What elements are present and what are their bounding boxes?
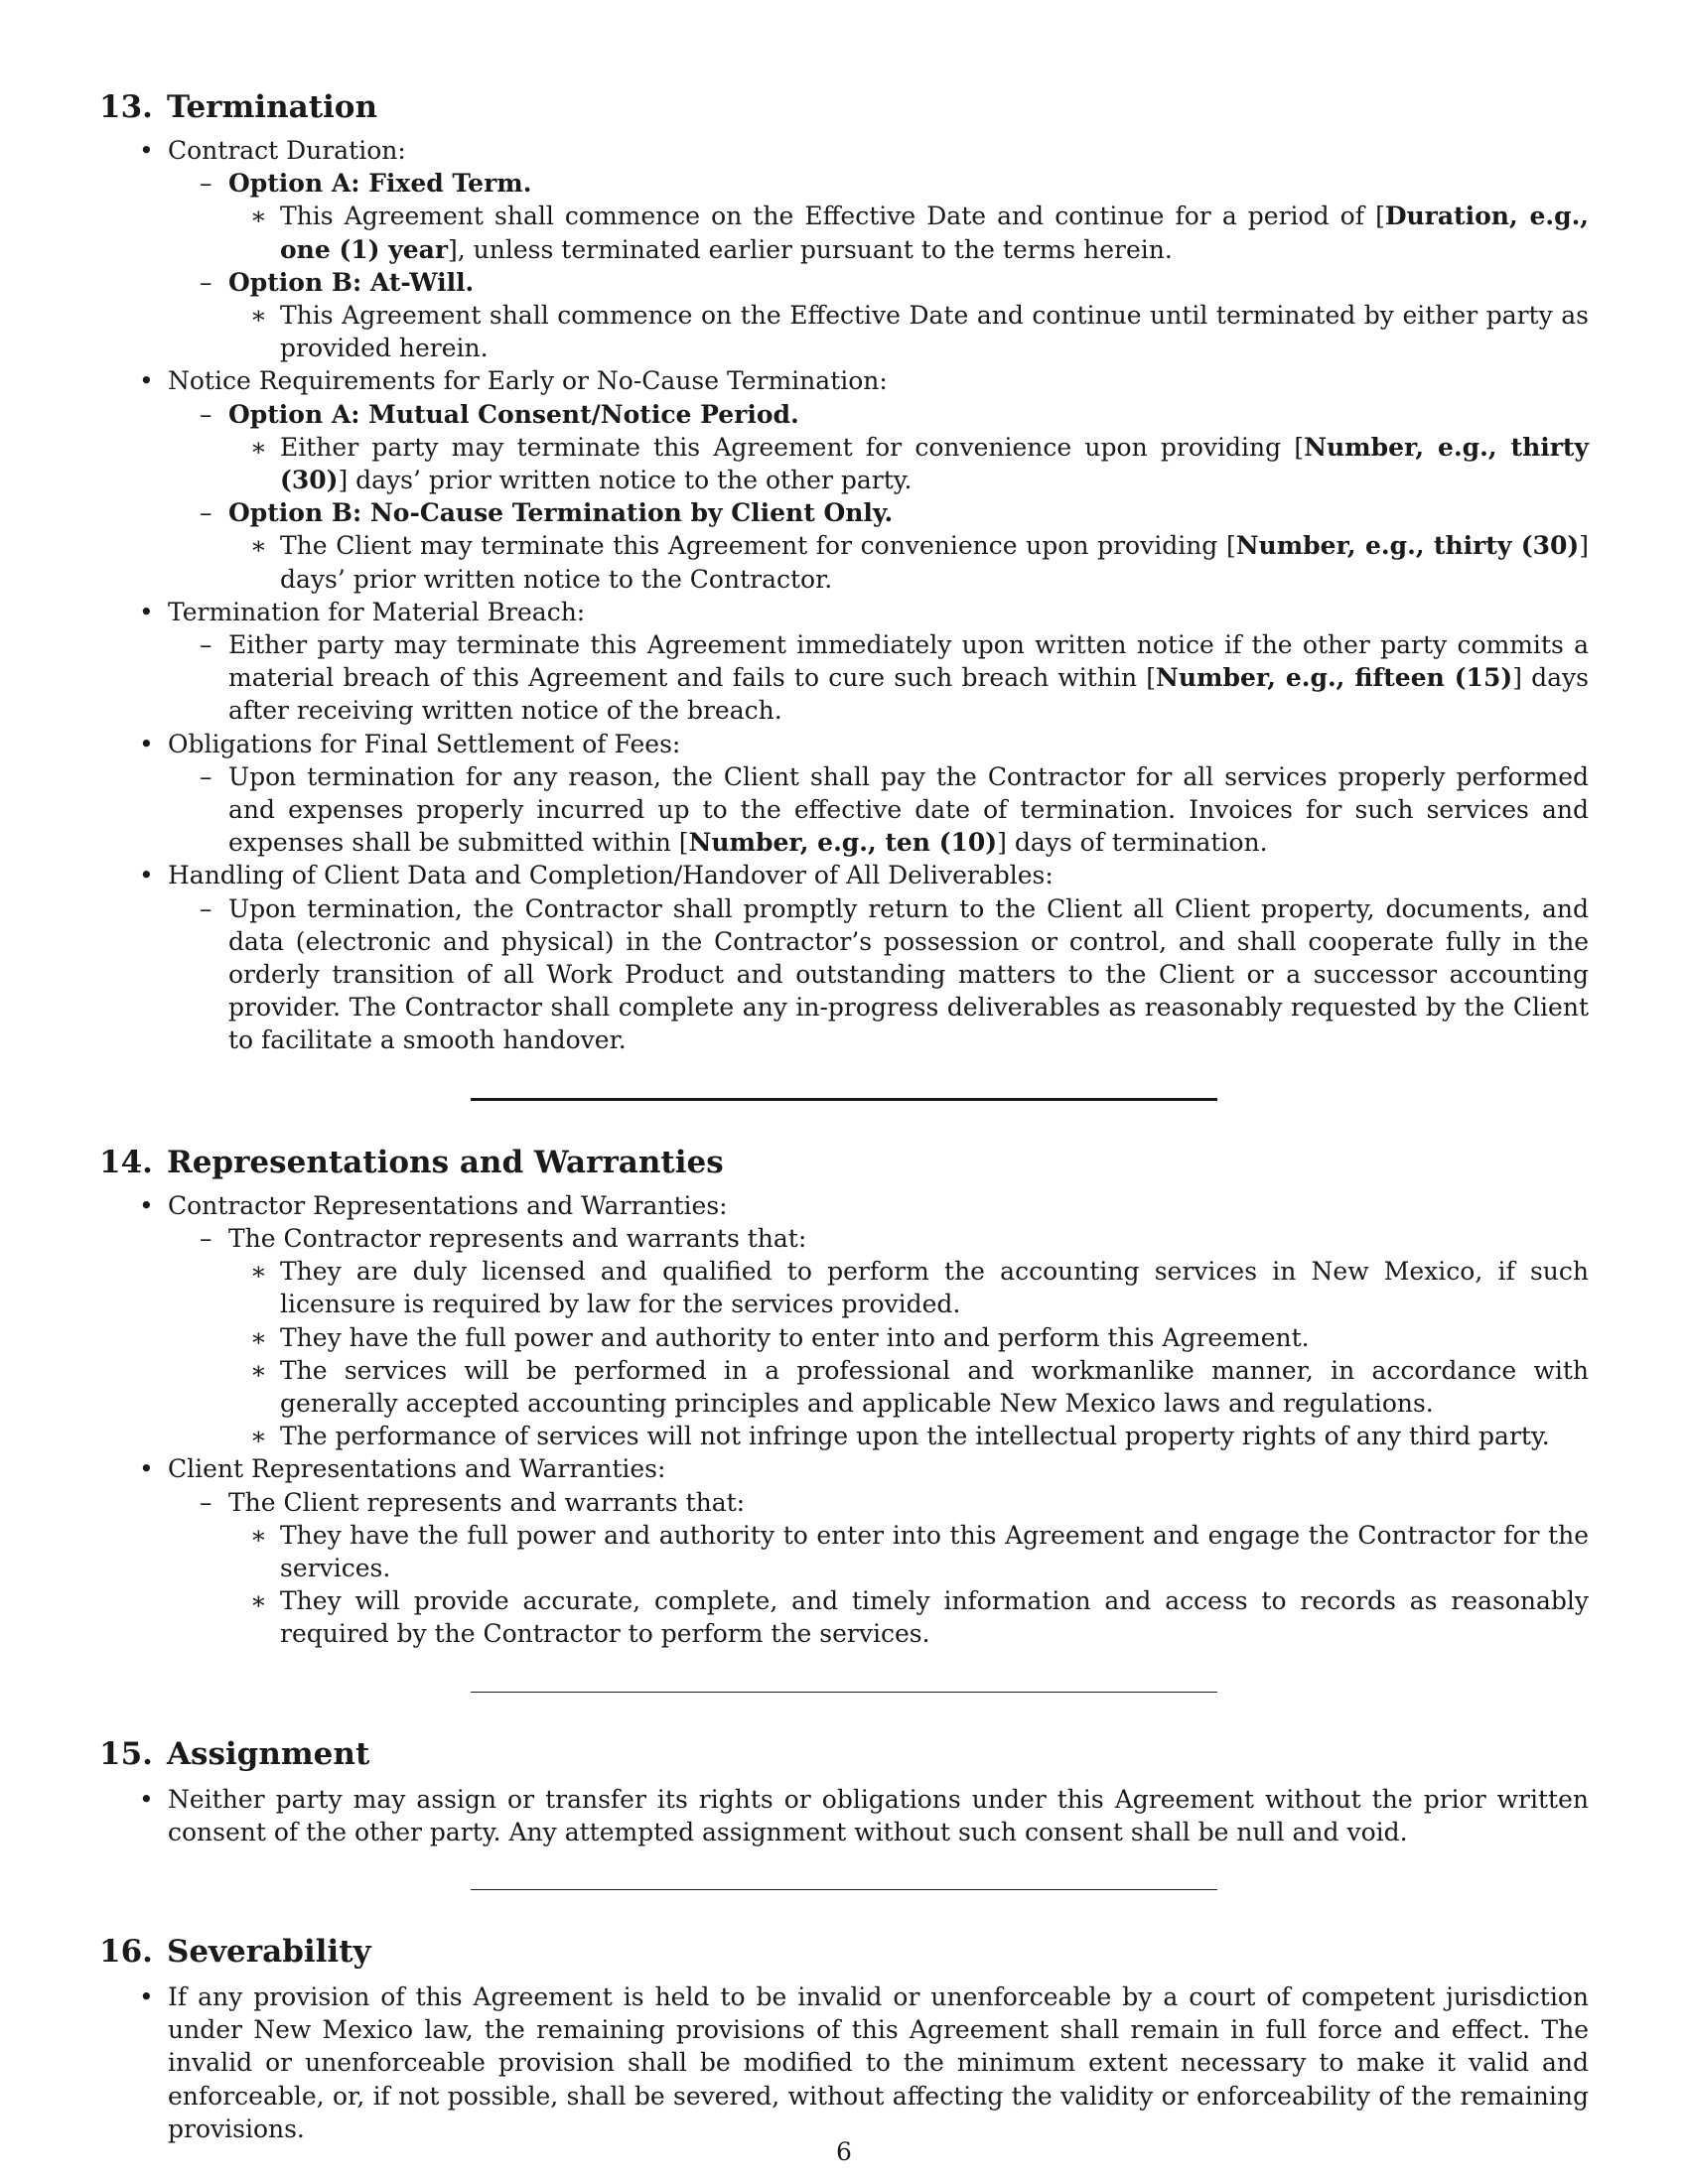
section-divider	[471, 1692, 1217, 1693]
list-item: ∗ They are duly licensed and qualified to perform the accounting services in New Mexico, if such licensure is required by law for the services provided.	[250, 1257, 1589, 1319]
section-heading: 13. Termination	[99, 89, 378, 125]
list-item: – Upon termination for any reason, the Client shall pay the Contractor for all services properly performed and expenses properly incurred up to the effective date of termination. Invoices for such services and expenses shall be submitted within [Number, e.g., ten (10)] days of termination.	[200, 761, 1589, 858]
list-item: • Neither party may assign or transfer its rights or obligations under this Agreement without the prior written consent of the other party. Any attempted assignment without such consent shall be null and void.	[139, 1784, 1589, 1846]
section-heading: 16. Severability	[99, 1933, 371, 1970]
page-number: 6	[836, 2137, 852, 2166]
section-representations	[99, 1143, 1589, 1651]
list-item: – Either party may terminate this Agreement immediately upon written notice if the other party commits a material breach of this Agreement and fails to cure such breach within [Number, e.g., fifteen (15)] days after receiving written notice of the breach.	[200, 630, 1589, 726]
list-item: • If any provision of this Agreement is held to be invalid or unenforceable by a court of competent jurisdiction under New Mexico law, the remaining provisions of this Agreement shall remain in full force and effect. The invalid or unenforceable provision shall be modified to the minimum extent necessary to make it valid and enforceable, or, if not possible, shall be severed, without affecting the validity or enforceability of the remaining provisions.	[139, 1981, 1589, 2143]
list-item: ∗ This Agreement shall commence on the Effective Date and continue until terminated by either party as provided herein.	[250, 301, 1589, 363]
section-heading: 14. Representations and Warranties	[99, 1144, 724, 1180]
list-item: ∗ The performance of services will not infringe upon the intellectual property rights of any third party.	[250, 1422, 1550, 1451]
list-item: • Handling of Client Data and Completion/Handover of All Deliverables:	[139, 861, 1054, 890]
severability-list	[99, 1980, 1589, 2145]
list-item: – Upon termination, the Contractor shall promptly return to the Client all Client property, documents, and data (electronic and physical) in the Contractor’s possession or control, and shall cooperate fully in the orderly transition of all Work Product and outstanding matters to the Client or a successor accounting provider. The Contractor shall complete any in-progress deliverables as reasonably requested by the Client to facilitate a smooth handover.	[200, 893, 1589, 1055]
list-item: – Option A: Fixed Term.	[200, 169, 532, 199]
list-item: ∗ They have the full power and authority to enter into this Agreement and engage the Contractor for the services.	[250, 1520, 1589, 1582]
section-severability	[99, 1932, 1589, 2145]
list-item: • Contract Duration:	[139, 136, 406, 165]
list-item: ∗ This Agreement shall commence on the Effective Date and continue for a period of [Duration, e.g., one (1) year], unless terminated earlier pursuant to the terms herein.	[250, 202, 1589, 264]
list-item: ∗ The services will be performed in a professional and workmanlike manner, in accordance with generally accepted accounting principles and applicable New Mexico laws and regulations.	[250, 1355, 1589, 1418]
list-item: • Obligations for Final Settlement of Fees:	[139, 729, 681, 758]
section-termination	[99, 87, 1589, 1057]
list-item: – Option B: At-Will.	[200, 267, 475, 297]
list-item: • Termination for Material Breach:	[139, 597, 586, 626]
list-item: ∗ They have the full power and authority to enter into and perform this Agreement.	[250, 1322, 1310, 1352]
list-item: – The Client represents and warrants that:	[200, 1487, 746, 1517]
section-divider	[471, 1889, 1217, 1890]
list-item: – The Contractor represents and warrants that:	[200, 1223, 807, 1253]
list-item: • Contractor Representations and Warranties:	[139, 1190, 728, 1220]
document-page	[99, 87, 1589, 2145]
list-item: • Client Representations and Warranties:	[139, 1454, 666, 1484]
list-item: ∗ The Client may terminate this Agreement for convenience upon providing [Number, e.g., thirty (30)] days’ prior written notice to the Contractor.	[250, 531, 1589, 594]
section-heading: 15. Assignment	[99, 1735, 370, 1772]
list-item: ∗ Either party may terminate this Agreement for convenience upon providing [Number, e.g., thirty (30)] days’ prior written notice to the other party.	[250, 432, 1589, 495]
section-assignment	[99, 1734, 1589, 1848]
list-item: ∗ They will provide accurate, complete, and timely information and access to records as reasonably required by the Contractor to perform the services.	[250, 1586, 1589, 1649]
section-divider	[471, 1098, 1217, 1101]
list-item: – Option B: No-Cause Termination by Client Only.	[200, 498, 894, 528]
termination-list	[99, 134, 1589, 1057]
assignment-list	[99, 1783, 1589, 1848]
list-item: • Notice Requirements for Early or No-Cause Termination:	[139, 366, 888, 396]
list-item: – Option A: Mutual Consent/Notice Period.	[200, 399, 799, 429]
representations-list	[99, 1189, 1589, 1651]
